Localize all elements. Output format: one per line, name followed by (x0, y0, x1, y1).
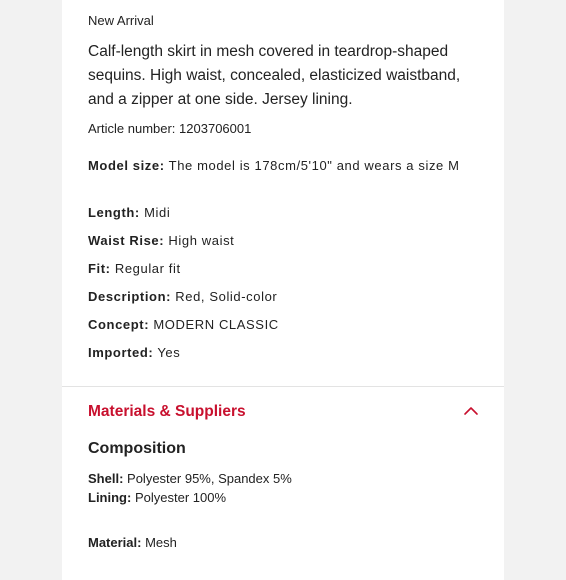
article-number (88, 121, 251, 136)
material-info (88, 535, 177, 550)
shell-composition (88, 471, 292, 486)
attribute-value: Red, Solid-color (175, 289, 278, 304)
attribute-key: Fit: (88, 261, 111, 276)
attribute-key: Description: (88, 289, 172, 304)
attribute-value: The model is 178cm/5'10" and wears a size M (168, 158, 460, 173)
attribute-length (88, 203, 468, 223)
attribute-key: Concept: (88, 317, 150, 332)
attribute-value: MODERN CLASSIC (153, 317, 279, 332)
attribute-key: Imported: (88, 345, 154, 360)
material-value: Mesh (145, 535, 177, 550)
attribute-key: Model size: (88, 158, 165, 173)
composition-heading: Composition (88, 440, 186, 457)
attribute-fit (88, 259, 468, 279)
attribute-key: Waist Rise: (88, 233, 165, 248)
attribute-value: Yes (157, 345, 181, 360)
attribute-imported (88, 343, 468, 363)
materials-suppliers-toggle[interactable]: Materials & Suppliers (88, 403, 246, 420)
attribute-value: Midi (144, 205, 171, 220)
chevron-up-icon[interactable] (463, 404, 479, 418)
attribute-waist-rise (88, 231, 468, 251)
attribute-key: Length: (88, 205, 140, 220)
product-details-panel (62, 0, 504, 580)
article-number-value: 1203706001 (179, 121, 252, 136)
material-label: Material: (88, 535, 142, 550)
attribute-description (88, 287, 468, 307)
article-number-label: Article number: (88, 121, 176, 136)
shell-value: Polyester 95%, Spandex 5% (127, 471, 292, 486)
attribute-value: Regular fit (114, 261, 181, 276)
lining-label: Lining: (88, 490, 132, 505)
product-description: Calf-length skirt in mesh covered in teardrop-shaped sequins. High waist, concealed, elasticized waistband, and a zipper at one side. Jersey lining. (88, 43, 461, 108)
lining-composition (88, 490, 226, 505)
lining-value: Polyester 100% (134, 490, 227, 505)
shell-label: Shell: (88, 471, 124, 486)
section-divider (62, 386, 504, 387)
attribute-concept (88, 315, 468, 335)
new-arrival-badge: New Arrival (88, 13, 154, 28)
attribute-value: High waist (168, 233, 235, 248)
attribute-model-size (88, 156, 468, 176)
